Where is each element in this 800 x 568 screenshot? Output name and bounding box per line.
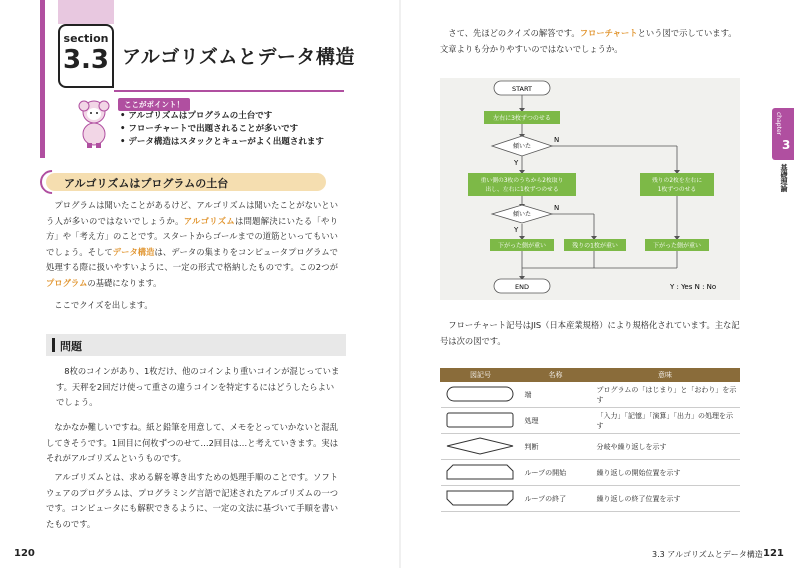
table-header: 名称 <box>521 369 591 382</box>
loop-end-symbol-icon <box>441 486 521 512</box>
flow-decision1-text: 傾いた <box>512 143 532 150</box>
text-run: という図で示していま <box>637 28 721 38</box>
table-row <box>441 460 740 486</box>
subheading-block <box>46 170 346 194</box>
text-run: は、データの集まりをコンピュータプログ <box>154 246 314 257</box>
flow-n-label: N <box>554 136 560 144</box>
highlight-term: アルゴリズム <box>183 215 235 226</box>
table-row <box>441 408 740 434</box>
section-label: section <box>63 32 109 45</box>
table-cell-meaning: 分岐や繰り返しを示す <box>591 434 740 460</box>
flow-result1-text: 下がった側が重い <box>497 242 547 250</box>
footer-section-title: 3.3 アルゴリズムとデータ構造 <box>652 550 763 559</box>
point-item: • フローチャートで出題されることが多いです <box>120 124 299 134</box>
flow-step3-text-a: 残りの2枚を左右に <box>651 178 703 184</box>
flow-step3-text-b: 1枚ずつのせる <box>657 187 697 193</box>
table-cell-name: 処理 <box>521 408 591 434</box>
problem-title: 問題 <box>60 340 82 353</box>
problem-header <box>46 334 346 356</box>
table-cell-meaning: 繰り返しの終了位置を示す <box>591 486 740 512</box>
points-list <box>120 110 324 149</box>
flow-step1-text: 左右に3枚ずつのせる <box>493 115 551 122</box>
terminal-symbol-icon <box>441 382 521 408</box>
text-run: プログラムは聞いたことがあるけど、アルゴリズムは聞いたことがないと <box>46 200 330 210</box>
paragraph-answer <box>440 26 740 57</box>
problem-box <box>46 334 346 420</box>
text-run: は問題解決にいたる「や <box>234 215 330 226</box>
paragraph-jis: フローチャート記号はJIS（日本産業規格）により規格化されています。主な記号は次の図です。 <box>440 320 740 346</box>
section-accent-bar <box>40 0 45 158</box>
table-row <box>441 486 740 512</box>
subheading-text: アルゴリズムはプログラムの土台 <box>64 177 229 190</box>
points-tag: ここがポイント！ <box>118 98 190 111</box>
highlight-term: プログラム <box>46 277 88 288</box>
chapter-side-title: 基礎理論 <box>780 164 788 192</box>
text-run: す。文章よりも分かりやすいのではないでしょうか。 <box>440 28 737 54</box>
chapter-tab-number: 3 <box>782 138 791 152</box>
paragraph-definition: アルゴリズムとは、求める解を導き出すための処理手順のことです。ソフトウェアのプログラムは、プログラミング言語で記述されたアルゴリズムの一つです。コンピュータにも解釈できるように、一定の文法に基づいて手順を書いたものです。 <box>46 472 338 529</box>
table-row <box>441 434 740 460</box>
flow-start-text: START <box>511 85 533 93</box>
section-number-box <box>58 24 114 88</box>
flow-decision2-text: 傾いた <box>512 211 532 218</box>
table-cell-name: ループの開始 <box>521 460 591 486</box>
section-title-rule <box>114 90 344 92</box>
text-run: ラムで処理する際に扱いやすいように、一定の形式で格納したものです。こ <box>46 246 338 272</box>
decision-symbol-icon <box>441 434 521 460</box>
table-cell-name: 判断 <box>521 434 591 460</box>
table-cell-meaning: 繰り返しの開始位置を示す <box>591 460 740 486</box>
paragraph-quiz: ここでクイズを出します。 <box>46 300 153 310</box>
problem-body: 8枚のコインがあり、1枚だけ、他のコインより重いコインが混じっています。天秤を2回だけ使って重さの違うコインを特定するにはどうしたらよいでしょう。 <box>56 366 340 407</box>
loop-start-symbol-icon <box>441 460 521 486</box>
section-tab-decoration <box>58 0 114 24</box>
table-header: 図記号 <box>441 369 521 382</box>
text-run: の2つが <box>307 262 338 272</box>
page-gutter <box>399 0 401 568</box>
page-number-right: 121 <box>763 548 784 559</box>
flow-y-label: Y <box>514 159 519 167</box>
highlight-term: データ構造 <box>112 246 155 257</box>
chapter-tab-label: chapter <box>775 112 782 136</box>
paragraph-intro <box>46 198 338 291</box>
text-run: さて、先ほどのクイズの解答です。 <box>440 28 580 38</box>
point-item: • アルゴリズムはプログラムの土台です <box>120 111 273 121</box>
flow-result3-text: 下がった側が重い <box>652 242 702 250</box>
table-cell-name: 端 <box>521 382 591 408</box>
table-cell-meaning: プログラムの「はじまり」と「おわり」を示す <box>591 382 740 408</box>
flow-result2-text: 残りの1枚が重い <box>572 242 618 250</box>
flow-n-label-2: N <box>554 204 560 212</box>
text-run: り方」や「考え方」のことです。スタートからゴールまでの道筋といっても <box>46 215 338 241</box>
symbol-table <box>440 368 740 512</box>
flowchart-panel <box>440 78 740 300</box>
table-row <box>441 382 740 408</box>
section-number: 3.3 <box>62 45 110 75</box>
section-title: アルゴリズムとデータ構造 <box>122 46 355 68</box>
table-cell-name: ループの終了 <box>521 486 591 512</box>
flow-legend: Y : Yes N : No <box>670 283 717 291</box>
highlight-term: フローチャート <box>579 28 638 38</box>
chapter-tab <box>772 108 794 160</box>
point-item: • データ構造はスタックとキューがよく出題されます <box>120 137 324 147</box>
paragraph-thinking: なかなか難しいですね。紙と鉛筆を用意して、メモをとっていかないと混乱してきそうです。1回目に何枚ずつのせて…2回目は…と考えていきます。実はそれがアルゴリズムというものです。 <box>46 422 338 463</box>
flow-step2-text-b: 出し、左右に1枚ずつのせる <box>485 187 559 193</box>
table-header: 意味 <box>591 369 740 382</box>
page-number-left: 120 <box>14 548 35 559</box>
text-run: いいでしょう。そして <box>46 231 338 257</box>
text-run: の基礎になります。 <box>87 277 162 288</box>
flowchart-svg <box>440 78 740 300</box>
sheep-mascot-icon <box>74 98 114 148</box>
process-symbol-icon <box>441 408 521 434</box>
flow-step2-text-a: 重い側の3枚のうちから2枚取り <box>480 178 564 184</box>
table-cell-meaning: 「入力」「記憶」「演算」「出力」の処理を示す <box>591 408 740 434</box>
text-run: いう人が多いのではないでしょうか。 <box>46 200 338 226</box>
table-header-row <box>441 369 740 382</box>
problem-header-accent <box>52 338 55 352</box>
flow-y-label-2: Y <box>514 226 519 234</box>
flow-end-text: END <box>515 283 529 291</box>
